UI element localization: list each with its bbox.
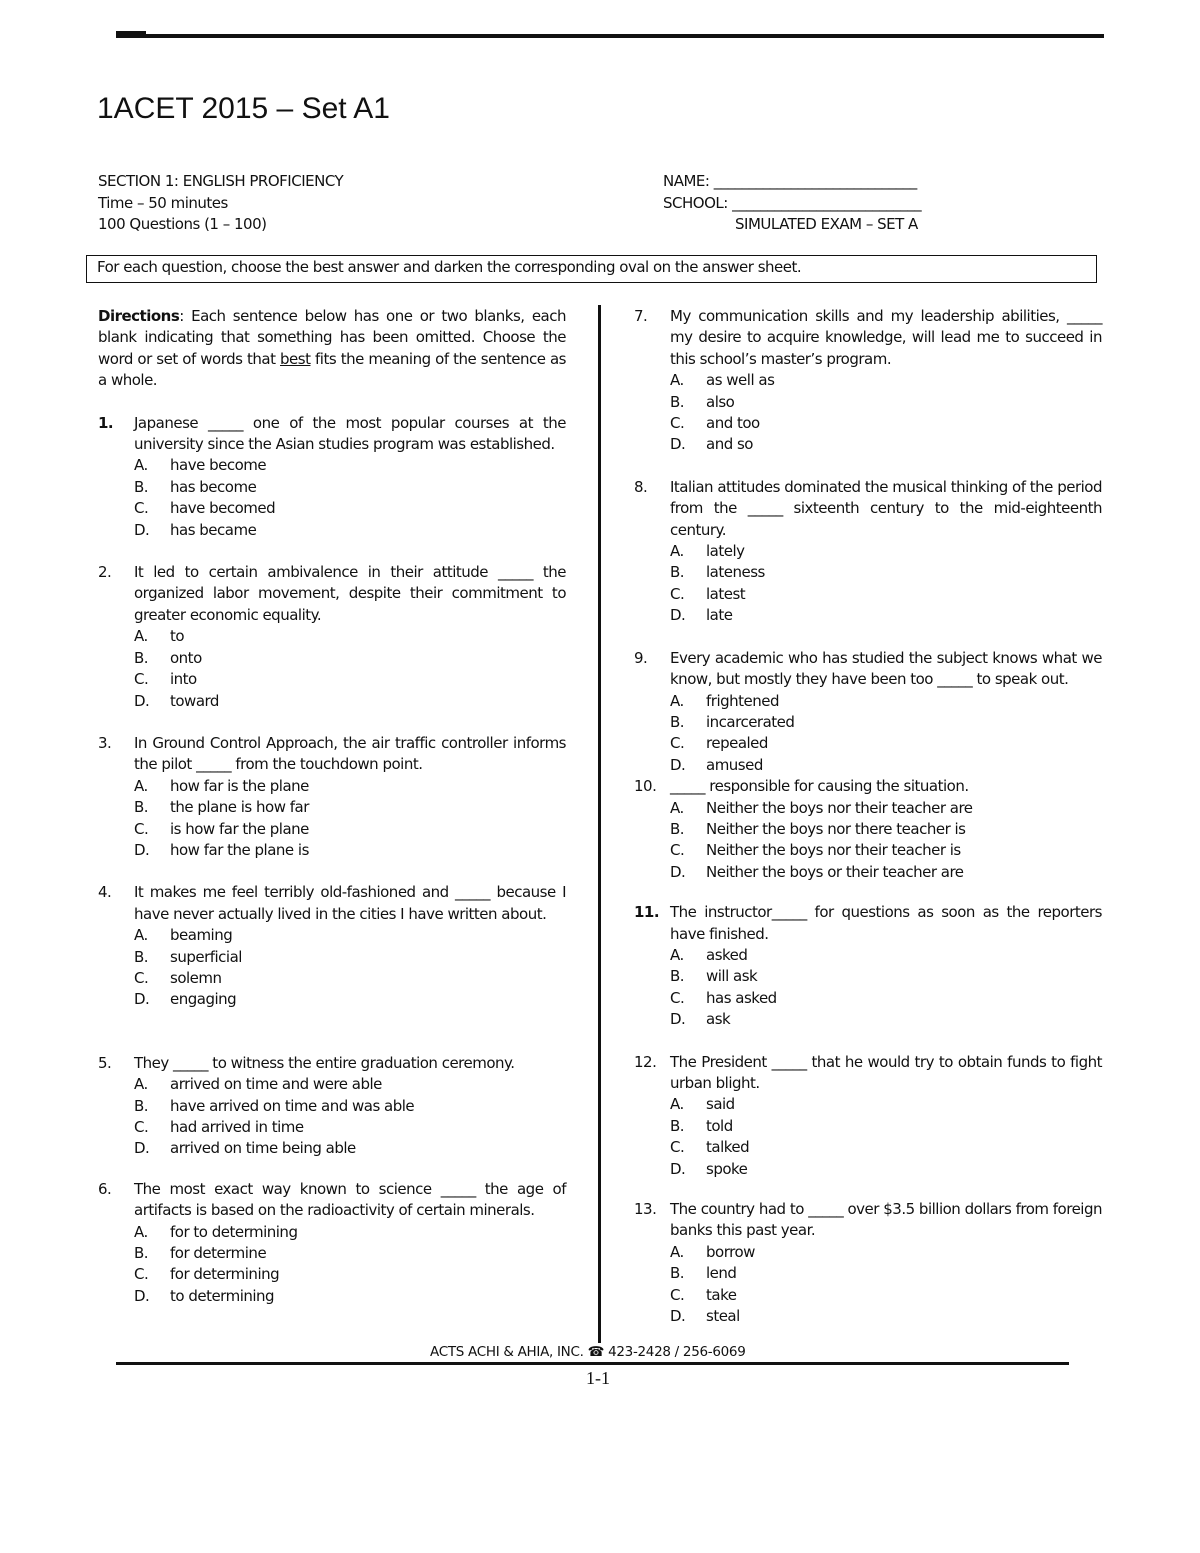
page-title: 1ACET 2015 – Set A1 — [97, 92, 390, 125]
option-d: D. amused — [670, 755, 763, 774]
directions-best: best — [280, 349, 311, 368]
name-field: NAME: _____________________________ — [663, 172, 917, 190]
option-d: D. and so — [670, 435, 753, 454]
student-info — [663, 171, 921, 236]
question-text: The most exact way known to science _____ the age of artifacts is based on the radioactivity of certain minerals. — [134, 1179, 566, 1220]
option-a: A. lately — [670, 542, 745, 561]
option-a: A. asked — [670, 945, 748, 964]
question-13 — [634, 1199, 1102, 1327]
option-c: C. repealed — [670, 734, 768, 753]
simulated-exam-label: SIMULATED EXAM – SET A — [735, 215, 918, 233]
question-number: 2. — [98, 563, 112, 582]
option-a: A. beaming — [134, 926, 233, 945]
question-text: Italian attitudes dominated the musical thinking of the period from the _____ sixteenth century to the mid-eighteenth century. — [670, 477, 1102, 539]
option-a: A. to — [134, 627, 185, 646]
question-text: The instructor_____ for questions as soon as the reporters have finished. — [670, 903, 1102, 943]
question-2 — [98, 562, 566, 712]
question-number: 10. — [634, 777, 657, 796]
question-9 — [634, 648, 1102, 776]
section-name: SECTION 1: ENGLISH PROFICIENCY — [98, 172, 344, 190]
question-number: 13. — [634, 1200, 657, 1219]
option-d: D. ask — [670, 1010, 731, 1029]
question-number: 6. — [98, 1179, 112, 1198]
question-number: 7. — [634, 307, 648, 325]
option-c: C. has asked — [670, 988, 777, 1007]
option-d: D. arrived on time being able — [134, 1139, 356, 1158]
option-c: C. take — [670, 1285, 737, 1304]
questions-count: 100 Questions (1 – 100) — [98, 215, 267, 233]
footer-contact: ACTS ACHI & AHIA, INC. ☎ 423-2428 / 256-6069 — [430, 1344, 746, 1360]
option-b: B. Neither the boys nor there teacher is — [670, 819, 966, 838]
question-6 — [98, 1179, 566, 1307]
option-a: A. for to determining — [134, 1222, 298, 1241]
option-b: B. lateness — [670, 563, 765, 582]
option-d: D. Neither the boys or their teacher are — [670, 862, 964, 881]
directions-text-a: : Each sentence below has one or two blanks, each blank indicating that something has been omitted. Choose the word or set of words that — [98, 307, 566, 368]
option-a: A. frightened — [670, 691, 780, 710]
option-a: A. arrived on time and were able — [134, 1075, 382, 1094]
question-3 — [98, 733, 566, 861]
bottom-rule — [116, 1362, 1069, 1365]
question-text: It makes me feel terribly old-fashioned and _____ because I have never actually lived in the cities I have written about. — [134, 883, 566, 923]
question-4 — [98, 882, 566, 1010]
question-number: 12. — [634, 1052, 657, 1071]
option-b: B. for determine — [134, 1244, 267, 1263]
option-b: B. have arrived on time and was able — [134, 1096, 415, 1115]
question-number: 4. — [98, 883, 112, 902]
option-c: C. talked — [670, 1138, 750, 1157]
school-field: SCHOOL: ___________________________ — [663, 193, 922, 212]
page-number: 1-1 — [586, 1368, 610, 1388]
question-number: 8. — [634, 477, 648, 496]
directions-text-b: fits the meaning of the sentence as a whole. — [98, 349, 566, 390]
option-b: B. the plane is how far — [134, 798, 309, 817]
option-b: B. lend — [670, 1264, 737, 1283]
option-b: B. incarcerated — [670, 712, 795, 731]
option-c: C. Neither the boys nor their teacher is — [670, 841, 961, 860]
question-number: 9. — [634, 648, 648, 667]
question-number: 11. — [634, 903, 660, 922]
option-a: A. Neither the boys nor their teacher are — [670, 798, 973, 817]
option-d: D. steal — [670, 1307, 740, 1326]
question-7 — [634, 306, 1102, 456]
option-d: D. spoke — [670, 1159, 748, 1178]
directions — [98, 306, 566, 392]
option-c: C. solemn — [134, 968, 222, 987]
question-text: It led to certain ambivalence in their attitude _____ the organized labor movement, despite their commitment to greater economic equality. — [134, 563, 566, 624]
question-12 — [634, 1052, 1102, 1180]
question-11 — [634, 902, 1102, 1030]
question-text: They _____ to witness the entire graduation ceremony. — [134, 1053, 515, 1072]
instruction-text: For each question, choose the best answer and darken the corresponding oval on the answer sheet. — [97, 258, 802, 276]
option-d: D. engaging — [134, 990, 237, 1009]
question-number: 1. — [98, 413, 114, 432]
option-c: C. have becomed — [134, 499, 276, 518]
option-d: D. toward — [134, 691, 219, 710]
left-column — [98, 306, 566, 1307]
option-c: C. is how far the plane — [134, 819, 309, 838]
question-text: Japanese _____ one of the most popular courses at the university since the Asian studies program was established. — [134, 413, 566, 454]
option-d: D. how far the plane is — [134, 840, 309, 859]
right-column — [634, 306, 1102, 1327]
option-b: B. has become — [134, 477, 257, 496]
time-limit: Time – 50 minutes — [98, 193, 228, 212]
question-number: 5. — [98, 1053, 112, 1072]
option-b: B. told — [670, 1116, 733, 1135]
question-text: Every academic who has studied the subject knows what we know, but mostly they have been too _____ to speak out. — [670, 648, 1102, 689]
column-divider — [598, 305, 601, 1343]
option-c: C. and too — [670, 414, 760, 433]
question-5 — [98, 1053, 566, 1160]
option-b: B. will ask — [670, 967, 758, 986]
option-a: A. have become — [134, 456, 267, 475]
section-info — [98, 171, 343, 236]
question-10 — [634, 776, 1102, 883]
question-text: _____ responsible for causing the situation. — [670, 777, 969, 796]
question-text: The President _____ that he would try to obtain funds to fight urban blight. — [670, 1052, 1102, 1092]
option-c: C. into — [134, 670, 197, 689]
option-d: D. late — [670, 606, 733, 625]
top-rule — [116, 34, 1104, 38]
question-text: In Ground Control Approach, the air traffic controller informs the pilot _____ from the touchdown point. — [134, 733, 566, 774]
option-a: A. how far is the plane — [134, 776, 309, 795]
question-8 — [634, 477, 1102, 627]
option-d: D. has became — [134, 520, 257, 539]
option-b: B. also — [670, 392, 735, 411]
option-b: B. superficial — [134, 947, 242, 966]
option-a: A. as well as — [670, 371, 775, 390]
option-b: B. onto — [134, 648, 202, 667]
option-c: C. for determining — [134, 1265, 280, 1284]
question-1 — [98, 413, 566, 541]
option-a: A. borrow — [670, 1242, 755, 1261]
option-c: C. latest — [670, 584, 746, 603]
option-a: A. said — [670, 1095, 735, 1114]
option-c: C. had arrived in time — [134, 1118, 304, 1136]
instruction-box — [86, 255, 1097, 283]
question-number: 3. — [98, 733, 112, 752]
option-d: D. to determining — [134, 1286, 275, 1305]
directions-label: Directions — [98, 307, 180, 325]
question-text: The country had to _____ over $3.5 billion dollars from foreign banks this past year. — [670, 1200, 1102, 1240]
question-text: My communication skills and my leadership abilities, _____ my desire to acquire knowledge, will lead me to succeed in this school’s master’s program. — [670, 307, 1102, 368]
